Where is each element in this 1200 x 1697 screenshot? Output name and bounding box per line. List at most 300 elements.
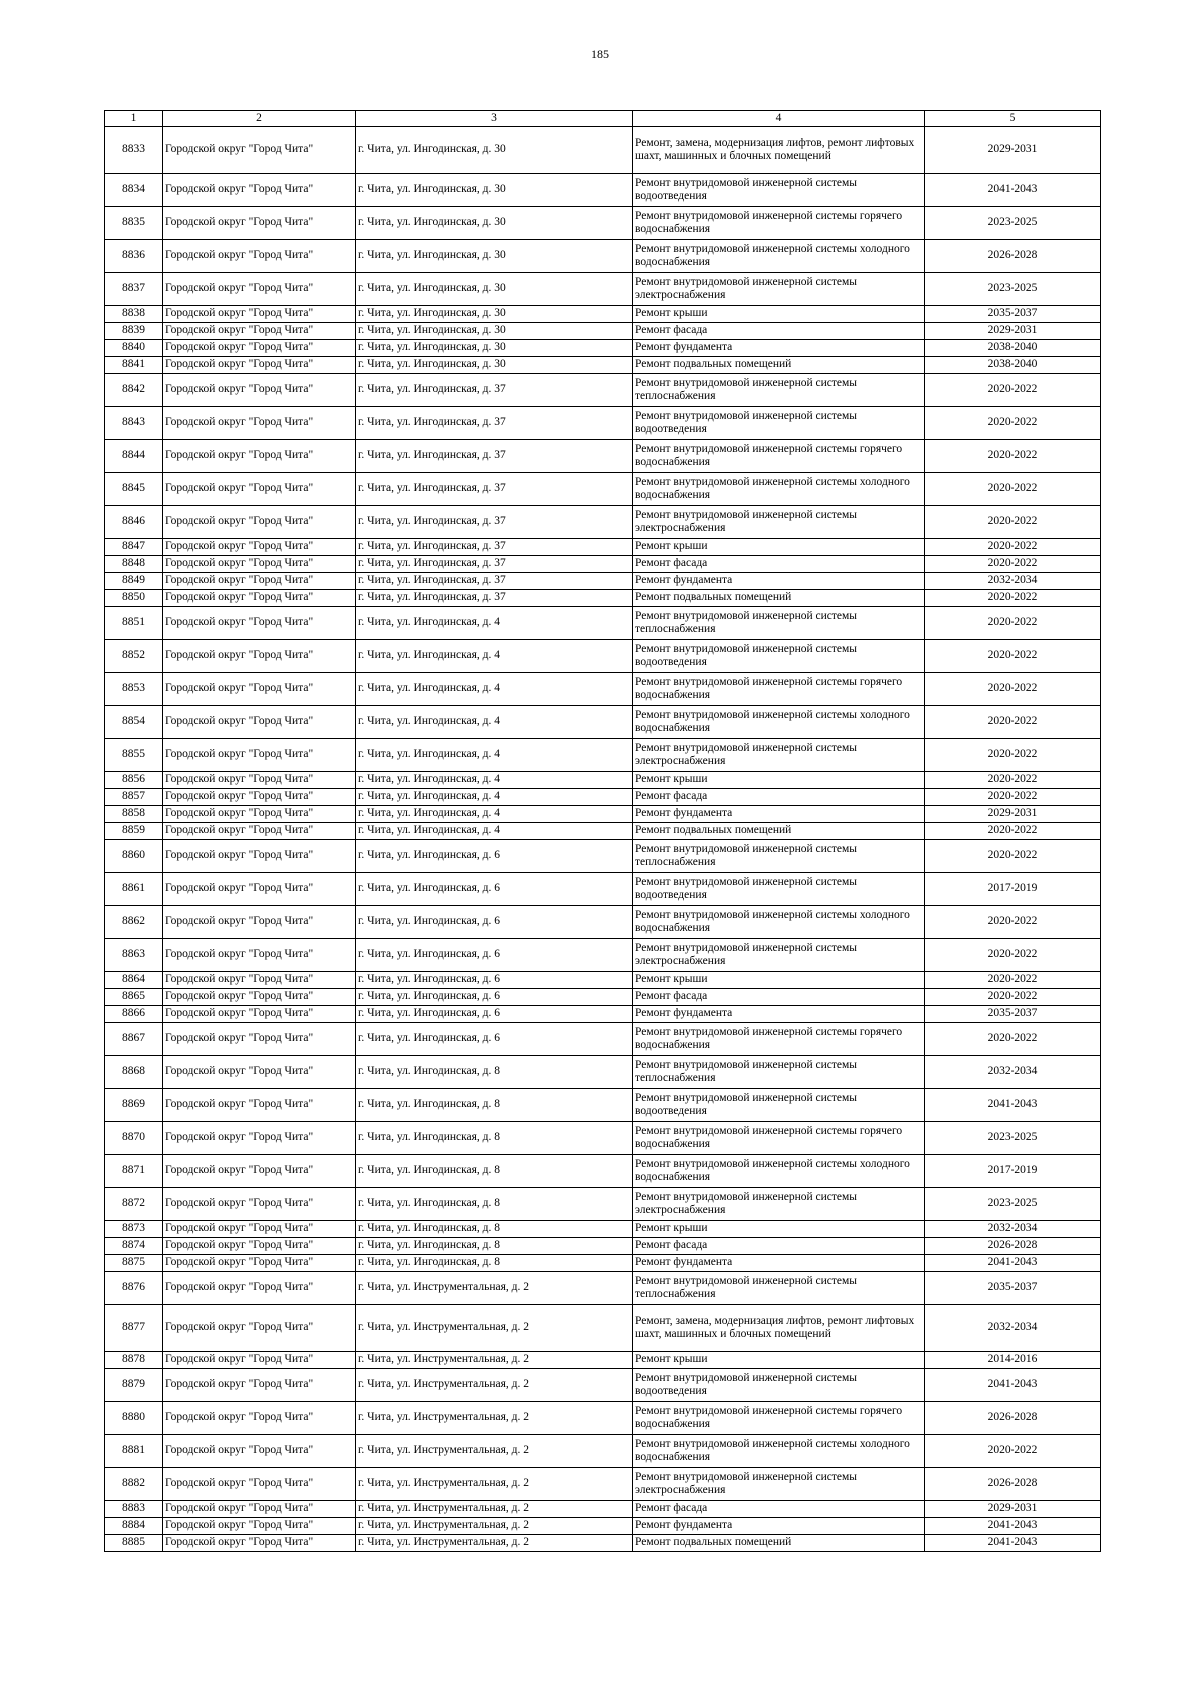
table-row	[105, 573, 1101, 590]
cell-work-type: Ремонт подвальных помещений	[633, 823, 925, 840]
cell-row-number: 8835	[105, 207, 163, 240]
cell-address: г. Чита, ул. Ингодинская, д. 8	[356, 1255, 633, 1272]
cell-period: 2020-2022	[925, 972, 1101, 989]
cell-municipality: Городской округ "Город Чита"	[163, 556, 356, 573]
cell-period: 2029-2031	[925, 127, 1101, 174]
cell-address: г. Чита, ул. Ингодинская, д. 37	[356, 573, 633, 590]
cell-work-type: Ремонт подвальных помещений	[633, 357, 925, 374]
cell-period: 2020-2022	[925, 407, 1101, 440]
cell-row-number: 8878	[105, 1352, 163, 1369]
cell-municipality: Городской округ "Город Чита"	[163, 240, 356, 273]
cell-address: г. Чита, ул. Ингодинская, д. 30	[356, 306, 633, 323]
table-row	[105, 1221, 1101, 1238]
cell-municipality: Городской округ "Город Чита"	[163, 1369, 356, 1402]
page-number: 185	[591, 47, 609, 61]
table-row	[105, 590, 1101, 607]
table-body	[105, 127, 1101, 1552]
cell-municipality: Городской округ "Город Чита"	[163, 1089, 356, 1122]
cell-address: г. Чита, ул. Ингодинская, д. 37	[356, 539, 633, 556]
table-row	[105, 1089, 1101, 1122]
cell-period: 2020-2022	[925, 374, 1101, 407]
cell-period: 2017-2019	[925, 1155, 1101, 1188]
cell-address: г. Чита, ул. Ингодинская, д. 4	[356, 607, 633, 640]
table-row	[105, 673, 1101, 706]
cell-address: г. Чита, ул. Инструментальная, д. 2	[356, 1468, 633, 1501]
table-row	[105, 739, 1101, 772]
cell-period: 2020-2022	[925, 939, 1101, 972]
cell-work-type: Ремонт внутридомовой инженерной системы горячего водоснабжения	[633, 1402, 925, 1435]
cell-address: г. Чита, ул. Инструментальная, д. 2	[356, 1435, 633, 1468]
cell-municipality: Городской округ "Город Чита"	[163, 323, 356, 340]
cell-period: 2038-2040	[925, 357, 1101, 374]
cell-address: г. Чита, ул. Ингодинская, д. 37	[356, 556, 633, 573]
table-row	[105, 1468, 1101, 1501]
table-row	[105, 127, 1101, 174]
cell-period: 2026-2028	[925, 240, 1101, 273]
cell-row-number: 8860	[105, 840, 163, 873]
table-row	[105, 823, 1101, 840]
cell-period: 2035-2037	[925, 1272, 1101, 1305]
cell-row-number: 8845	[105, 473, 163, 506]
cell-address: г. Чита, ул. Ингодинская, д. 6	[356, 873, 633, 906]
cell-row-number: 8871	[105, 1155, 163, 1188]
cell-period: 2020-2022	[925, 906, 1101, 939]
cell-address: г. Чита, ул. Ингодинская, д. 30	[356, 340, 633, 357]
cell-municipality: Городской округ "Город Чита"	[163, 590, 356, 607]
table-row	[105, 939, 1101, 972]
cell-work-type: Ремонт фундамента	[633, 1006, 925, 1023]
cell-municipality: Городской округ "Город Чита"	[163, 1006, 356, 1023]
cell-period: 2023-2025	[925, 1122, 1101, 1155]
cell-row-number: 8838	[105, 306, 163, 323]
cell-municipality: Городской округ "Город Чита"	[163, 539, 356, 556]
cell-row-number: 8839	[105, 323, 163, 340]
cell-period: 2035-2037	[925, 306, 1101, 323]
cell-row-number: 8883	[105, 1501, 163, 1518]
cell-period: 2020-2022	[925, 556, 1101, 573]
header-row	[105, 111, 1101, 127]
cell-municipality: Городской округ "Город Чита"	[163, 607, 356, 640]
cell-row-number: 8867	[105, 1023, 163, 1056]
cell-address: г. Чита, ул. Ингодинская, д. 30	[356, 207, 633, 240]
cell-row-number: 8848	[105, 556, 163, 573]
cell-work-type: Ремонт внутридомовой инженерной системы теплоснабжения	[633, 607, 925, 640]
cell-row-number: 8847	[105, 539, 163, 556]
column-header-5: 5	[925, 111, 1101, 127]
cell-period: 2020-2022	[925, 823, 1101, 840]
table-row	[105, 873, 1101, 906]
cell-municipality: Городской округ "Город Чита"	[163, 1188, 356, 1221]
cell-municipality: Городской округ "Город Чита"	[163, 374, 356, 407]
cell-address: г. Чита, ул. Ингодинская, д. 4	[356, 673, 633, 706]
column-header-2: 2	[163, 111, 356, 127]
cell-work-type: Ремонт внутридомовой инженерной системы горячего водоснабжения	[633, 207, 925, 240]
cell-work-type: Ремонт крыши	[633, 306, 925, 323]
cell-row-number: 8876	[105, 1272, 163, 1305]
table-row	[105, 340, 1101, 357]
cell-row-number: 8861	[105, 873, 163, 906]
cell-address: г. Чита, ул. Инструментальная, д. 2	[356, 1305, 633, 1352]
cell-row-number: 8857	[105, 789, 163, 806]
table-row	[105, 1056, 1101, 1089]
cell-address: г. Чита, ул. Ингодинская, д. 8	[356, 1238, 633, 1255]
cell-work-type: Ремонт подвальных помещений	[633, 1535, 925, 1552]
cell-work-type: Ремонт фундамента	[633, 340, 925, 357]
table-row	[105, 440, 1101, 473]
cell-row-number: 8833	[105, 127, 163, 174]
table-row	[105, 374, 1101, 407]
cell-period: 2020-2022	[925, 1435, 1101, 1468]
cell-row-number: 8850	[105, 590, 163, 607]
cell-row-number: 8862	[105, 906, 163, 939]
cell-row-number: 8885	[105, 1535, 163, 1552]
cell-period: 2041-2043	[925, 1255, 1101, 1272]
table-row	[105, 1238, 1101, 1255]
cell-period: 2020-2022	[925, 440, 1101, 473]
cell-work-type: Ремонт внутридомовой инженерной системы электроснабжения	[633, 506, 925, 539]
table-row	[105, 1006, 1101, 1023]
cell-work-type: Ремонт внутридомовой инженерной системы водоотведения	[633, 873, 925, 906]
cell-municipality: Городской округ "Город Чита"	[163, 906, 356, 939]
table-row	[105, 640, 1101, 673]
cell-work-type: Ремонт фасада	[633, 556, 925, 573]
cell-address: г. Чита, ул. Ингодинская, д. 8	[356, 1188, 633, 1221]
cell-period: 2032-2034	[925, 573, 1101, 590]
cell-work-type: Ремонт внутридомовой инженерной системы электроснабжения	[633, 739, 925, 772]
cell-address: г. Чита, ул. Инструментальная, д. 2	[356, 1501, 633, 1518]
table-row	[105, 1518, 1101, 1535]
table-row	[105, 972, 1101, 989]
table-row	[105, 539, 1101, 556]
table-header	[105, 111, 1101, 127]
cell-period: 2020-2022	[925, 590, 1101, 607]
table-row	[105, 840, 1101, 873]
cell-row-number: 8865	[105, 989, 163, 1006]
table-row	[105, 806, 1101, 823]
cell-address: г. Чита, ул. Ингодинская, д. 8	[356, 1122, 633, 1155]
cell-address: г. Чита, ул. Ингодинская, д. 30	[356, 174, 633, 207]
cell-address: г. Чита, ул. Ингодинская, д. 6	[356, 989, 633, 1006]
cell-period: 2041-2043	[925, 1518, 1101, 1535]
cell-municipality: Городской округ "Город Чита"	[163, 1501, 356, 1518]
cell-municipality: Городской округ "Город Чита"	[163, 972, 356, 989]
cell-work-type: Ремонт внутридомовой инженерной системы горячего водоснабжения	[633, 673, 925, 706]
cell-row-number: 8853	[105, 673, 163, 706]
table-row	[105, 473, 1101, 506]
cell-row-number: 8854	[105, 706, 163, 739]
cell-municipality: Городской округ "Город Чита"	[163, 357, 356, 374]
cell-address: г. Чита, ул. Инструментальная, д. 2	[356, 1352, 633, 1369]
cell-address: г. Чита, ул. Инструментальная, д. 2	[356, 1402, 633, 1435]
cell-address: г. Чита, ул. Ингодинская, д. 6	[356, 939, 633, 972]
cell-period: 2029-2031	[925, 323, 1101, 340]
cell-municipality: Городской округ "Город Чита"	[163, 1122, 356, 1155]
cell-address: г. Чита, ул. Ингодинская, д. 37	[356, 440, 633, 473]
cell-address: г. Чита, ул. Ингодинская, д. 4	[356, 789, 633, 806]
cell-period: 2041-2043	[925, 174, 1101, 207]
cell-row-number: 8856	[105, 772, 163, 789]
cell-address: г. Чита, ул. Ингодинская, д. 30	[356, 323, 633, 340]
table-row	[105, 1352, 1101, 1369]
cell-address: г. Чита, ул. Ингодинская, д. 4	[356, 823, 633, 840]
cell-period: 2020-2022	[925, 673, 1101, 706]
cell-address: г. Чита, ул. Инструментальная, д. 2	[356, 1369, 633, 1402]
cell-municipality: Городской округ "Город Чита"	[163, 1272, 356, 1305]
cell-work-type: Ремонт фасада	[633, 1501, 925, 1518]
cell-work-type: Ремонт внутридомовой инженерной системы теплоснабжения	[633, 374, 925, 407]
cell-address: г. Чита, ул. Ингодинская, д. 4	[356, 772, 633, 789]
cell-work-type: Ремонт внутридомовой инженерной системы электроснабжения	[633, 939, 925, 972]
table-row	[105, 1272, 1101, 1305]
cell-work-type: Ремонт фундамента	[633, 1255, 925, 1272]
cell-row-number: 8840	[105, 340, 163, 357]
cell-work-type: Ремонт внутридомовой инженерной системы горячего водоснабжения	[633, 1122, 925, 1155]
cell-work-type: Ремонт фасада	[633, 789, 925, 806]
table-row	[105, 1369, 1101, 1402]
cell-period: 2023-2025	[925, 207, 1101, 240]
cell-address: г. Чита, ул. Ингодинская, д. 37	[356, 473, 633, 506]
cell-period: 2020-2022	[925, 989, 1101, 1006]
cell-work-type: Ремонт внутридомовой инженерной системы электроснабжения	[633, 273, 925, 306]
cell-work-type: Ремонт внутридомовой инженерной системы водоотведения	[633, 1369, 925, 1402]
cell-row-number: 8882	[105, 1468, 163, 1501]
cell-work-type: Ремонт внутридомовой инженерной системы водоотведения	[633, 640, 925, 673]
cell-municipality: Городской округ "Город Чита"	[163, 207, 356, 240]
cell-period: 2029-2031	[925, 1501, 1101, 1518]
cell-period: 2020-2022	[925, 706, 1101, 739]
cell-municipality: Городской округ "Город Чита"	[163, 739, 356, 772]
table-row	[105, 506, 1101, 539]
cell-work-type: Ремонт внутридомовой инженерной системы теплоснабжения	[633, 1056, 925, 1089]
cell-address: г. Чита, ул. Ингодинская, д. 4	[356, 640, 633, 673]
table-row	[105, 1188, 1101, 1221]
cell-row-number: 8836	[105, 240, 163, 273]
cell-work-type: Ремонт фасада	[633, 989, 925, 1006]
cell-period: 2020-2022	[925, 640, 1101, 673]
cell-address: г. Чита, ул. Ингодинская, д. 8	[356, 1056, 633, 1089]
cell-municipality: Городской округ "Город Чита"	[163, 440, 356, 473]
cell-address: г. Чита, ул. Ингодинская, д. 6	[356, 1023, 633, 1056]
cell-row-number: 8863	[105, 939, 163, 972]
cell-address: г. Чита, ул. Инструментальная, д. 2	[356, 1518, 633, 1535]
cell-row-number: 8851	[105, 607, 163, 640]
table-row	[105, 1402, 1101, 1435]
table-row	[105, 306, 1101, 323]
cell-work-type: Ремонт внутридомовой инженерной системы водоотведения	[633, 1089, 925, 1122]
cell-period: 2041-2043	[925, 1369, 1101, 1402]
cell-work-type: Ремонт внутридомовой инженерной системы водоотведения	[633, 407, 925, 440]
table-row	[105, 1023, 1101, 1056]
table-row	[105, 772, 1101, 789]
cell-address: г. Чита, ул. Ингодинская, д. 4	[356, 739, 633, 772]
cell-municipality: Городской округ "Город Чита"	[163, 989, 356, 1006]
cell-municipality: Городской округ "Город Чита"	[163, 1056, 356, 1089]
cell-work-type: Ремонт крыши	[633, 972, 925, 989]
cell-work-type: Ремонт внутридомовой инженерной системы холодного водоснабжения	[633, 1155, 925, 1188]
cell-period: 2020-2022	[925, 607, 1101, 640]
cell-work-type: Ремонт крыши	[633, 772, 925, 789]
cell-municipality: Городской округ "Город Чита"	[163, 772, 356, 789]
table-row	[105, 1501, 1101, 1518]
cell-address: г. Чита, ул. Ингодинская, д. 30	[356, 273, 633, 306]
cell-period: 2020-2022	[925, 506, 1101, 539]
cell-municipality: Городской округ "Город Чита"	[163, 473, 356, 506]
cell-work-type: Ремонт крыши	[633, 1221, 925, 1238]
cell-municipality: Городской округ "Город Чита"	[163, 306, 356, 323]
cell-municipality: Городской округ "Город Чита"	[163, 1402, 356, 1435]
cell-municipality: Городской округ "Город Чита"	[163, 1023, 356, 1056]
cell-row-number: 8842	[105, 374, 163, 407]
cell-municipality: Городской округ "Город Чита"	[163, 939, 356, 972]
cell-period: 2020-2022	[925, 840, 1101, 873]
cell-address: г. Чита, ул. Ингодинская, д. 6	[356, 840, 633, 873]
cell-row-number: 8877	[105, 1305, 163, 1352]
cell-row-number: 8852	[105, 640, 163, 673]
cell-work-type: Ремонт фундамента	[633, 1518, 925, 1535]
cell-period: 2020-2022	[925, 789, 1101, 806]
cell-municipality: Городской округ "Город Чита"	[163, 1305, 356, 1352]
cell-period: 2026-2028	[925, 1402, 1101, 1435]
cell-municipality: Городской округ "Город Чита"	[163, 1468, 356, 1501]
cell-row-number: 8879	[105, 1369, 163, 1402]
cell-period: 2020-2022	[925, 772, 1101, 789]
cell-row-number: 8858	[105, 806, 163, 823]
cell-row-number: 8855	[105, 739, 163, 772]
column-header-3: 3	[356, 111, 633, 127]
cell-work-type: Ремонт внутридомовой инженерной системы электроснабжения	[633, 1468, 925, 1501]
table-row	[105, 1155, 1101, 1188]
cell-municipality: Городской округ "Город Чита"	[163, 873, 356, 906]
cell-row-number: 8834	[105, 174, 163, 207]
cell-address: г. Чита, ул. Инструментальная, д. 2	[356, 1272, 633, 1305]
cell-period: 2032-2034	[925, 1221, 1101, 1238]
cell-row-number: 8849	[105, 573, 163, 590]
cell-municipality: Городской округ "Город Чита"	[163, 1435, 356, 1468]
table-row	[105, 706, 1101, 739]
cell-period: 2020-2022	[925, 539, 1101, 556]
cell-work-type: Ремонт фасада	[633, 1238, 925, 1255]
cell-address: г. Чита, ул. Ингодинская, д. 30	[356, 127, 633, 174]
table-row	[105, 1305, 1101, 1352]
cell-row-number: 8880	[105, 1402, 163, 1435]
cell-period: 2026-2028	[925, 1468, 1101, 1501]
cell-work-type: Ремонт внутридомовой инженерной системы холодного водоснабжения	[633, 706, 925, 739]
cell-row-number: 8866	[105, 1006, 163, 1023]
cell-period: 2038-2040	[925, 340, 1101, 357]
table-row	[105, 906, 1101, 939]
cell-address: г. Чита, ул. Ингодинская, д. 8	[356, 1155, 633, 1188]
repair-schedule-table	[104, 110, 1101, 1552]
table-row	[105, 989, 1101, 1006]
table-row	[105, 323, 1101, 340]
cell-work-type: Ремонт внутридомовой инженерной системы холодного водоснабжения	[633, 906, 925, 939]
cell-municipality: Городской округ "Город Чита"	[163, 1221, 356, 1238]
cell-period: 2026-2028	[925, 1238, 1101, 1255]
cell-period: 2017-2019	[925, 873, 1101, 906]
cell-work-type: Ремонт фундамента	[633, 806, 925, 823]
cell-municipality: Городской округ "Город Чита"	[163, 1352, 356, 1369]
table-row	[105, 1255, 1101, 1272]
cell-municipality: Городской округ "Город Чита"	[163, 1518, 356, 1535]
table-row	[105, 357, 1101, 374]
cell-row-number: 8846	[105, 506, 163, 539]
table-row	[105, 607, 1101, 640]
table-row	[105, 240, 1101, 273]
cell-address: г. Чита, ул. Ингодинская, д. 6	[356, 1006, 633, 1023]
cell-address: г. Чита, ул. Ингодинская, д. 30	[356, 357, 633, 374]
cell-work-type: Ремонт внутридомовой инженерной системы горячего водоснабжения	[633, 440, 925, 473]
cell-period: 2029-2031	[925, 806, 1101, 823]
column-header-1: 1	[105, 111, 163, 127]
cell-work-type: Ремонт внутридомовой инженерной системы водоотведения	[633, 174, 925, 207]
cell-work-type: Ремонт, замена, модернизация лифтов, ремонт лифтовых шахт, машинных и блочных помещений	[633, 127, 925, 174]
cell-address: г. Чита, ул. Ингодинская, д. 6	[356, 972, 633, 989]
table-row	[105, 273, 1101, 306]
column-header-4: 4	[633, 111, 925, 127]
cell-work-type: Ремонт внутридомовой инженерной системы холодного водоснабжения	[633, 473, 925, 506]
cell-row-number: 8844	[105, 440, 163, 473]
cell-address: г. Чита, ул. Ингодинская, д. 37	[356, 407, 633, 440]
cell-period: 2023-2025	[925, 273, 1101, 306]
cell-period: 2041-2043	[925, 1089, 1101, 1122]
cell-row-number: 8843	[105, 407, 163, 440]
cell-work-type: Ремонт внутридомовой инженерной системы электроснабжения	[633, 1188, 925, 1221]
cell-work-type: Ремонт фундамента	[633, 573, 925, 590]
cell-row-number: 8859	[105, 823, 163, 840]
cell-work-type: Ремонт внутридомовой инженерной системы холодного водоснабжения	[633, 1435, 925, 1468]
cell-address: г. Чита, ул. Ингодинская, д. 8	[356, 1089, 633, 1122]
cell-municipality: Городской округ "Город Чита"	[163, 806, 356, 823]
cell-municipality: Городской округ "Город Чита"	[163, 789, 356, 806]
cell-work-type: Ремонт подвальных помещений	[633, 590, 925, 607]
cell-work-type: Ремонт фасада	[633, 323, 925, 340]
cell-row-number: 8837	[105, 273, 163, 306]
cell-period: 2020-2022	[925, 473, 1101, 506]
cell-municipality: Городской округ "Город Чита"	[163, 1238, 356, 1255]
cell-period: 2041-2043	[925, 1535, 1101, 1552]
cell-row-number: 8873	[105, 1221, 163, 1238]
cell-municipality: Городской округ "Город Чита"	[163, 506, 356, 539]
cell-row-number: 8874	[105, 1238, 163, 1255]
cell-work-type: Ремонт внутридомовой инженерной системы горячего водоснабжения	[633, 1023, 925, 1056]
cell-municipality: Городской округ "Город Чита"	[163, 407, 356, 440]
cell-municipality: Городской округ "Город Чита"	[163, 640, 356, 673]
cell-address: г. Чита, ул. Ингодинская, д. 4	[356, 806, 633, 823]
cell-work-type: Ремонт, замена, модернизация лифтов, ремонт лифтовых шахт, машинных и блочных помещений	[633, 1305, 925, 1352]
cell-municipality: Городской округ "Город Чита"	[163, 840, 356, 873]
cell-period: 2032-2034	[925, 1305, 1101, 1352]
cell-work-type: Ремонт крыши	[633, 539, 925, 556]
table-row	[105, 174, 1101, 207]
cell-row-number: 8872	[105, 1188, 163, 1221]
cell-row-number: 8869	[105, 1089, 163, 1122]
table-row	[105, 407, 1101, 440]
cell-address: г. Чита, ул. Ингодинская, д. 30	[356, 240, 633, 273]
table-row	[105, 1122, 1101, 1155]
cell-municipality: Городской округ "Город Чита"	[163, 673, 356, 706]
cell-row-number: 8875	[105, 1255, 163, 1272]
cell-municipality: Городской округ "Город Чита"	[163, 823, 356, 840]
cell-municipality: Городской округ "Город Чита"	[163, 706, 356, 739]
cell-row-number: 8864	[105, 972, 163, 989]
cell-address: г. Чита, ул. Ингодинская, д. 37	[356, 590, 633, 607]
cell-row-number: 8868	[105, 1056, 163, 1089]
cell-row-number: 8881	[105, 1435, 163, 1468]
cell-period: 2035-2037	[925, 1006, 1101, 1023]
cell-period: 2014-2016	[925, 1352, 1101, 1369]
cell-period: 2020-2022	[925, 1023, 1101, 1056]
cell-work-type: Ремонт крыши	[633, 1352, 925, 1369]
